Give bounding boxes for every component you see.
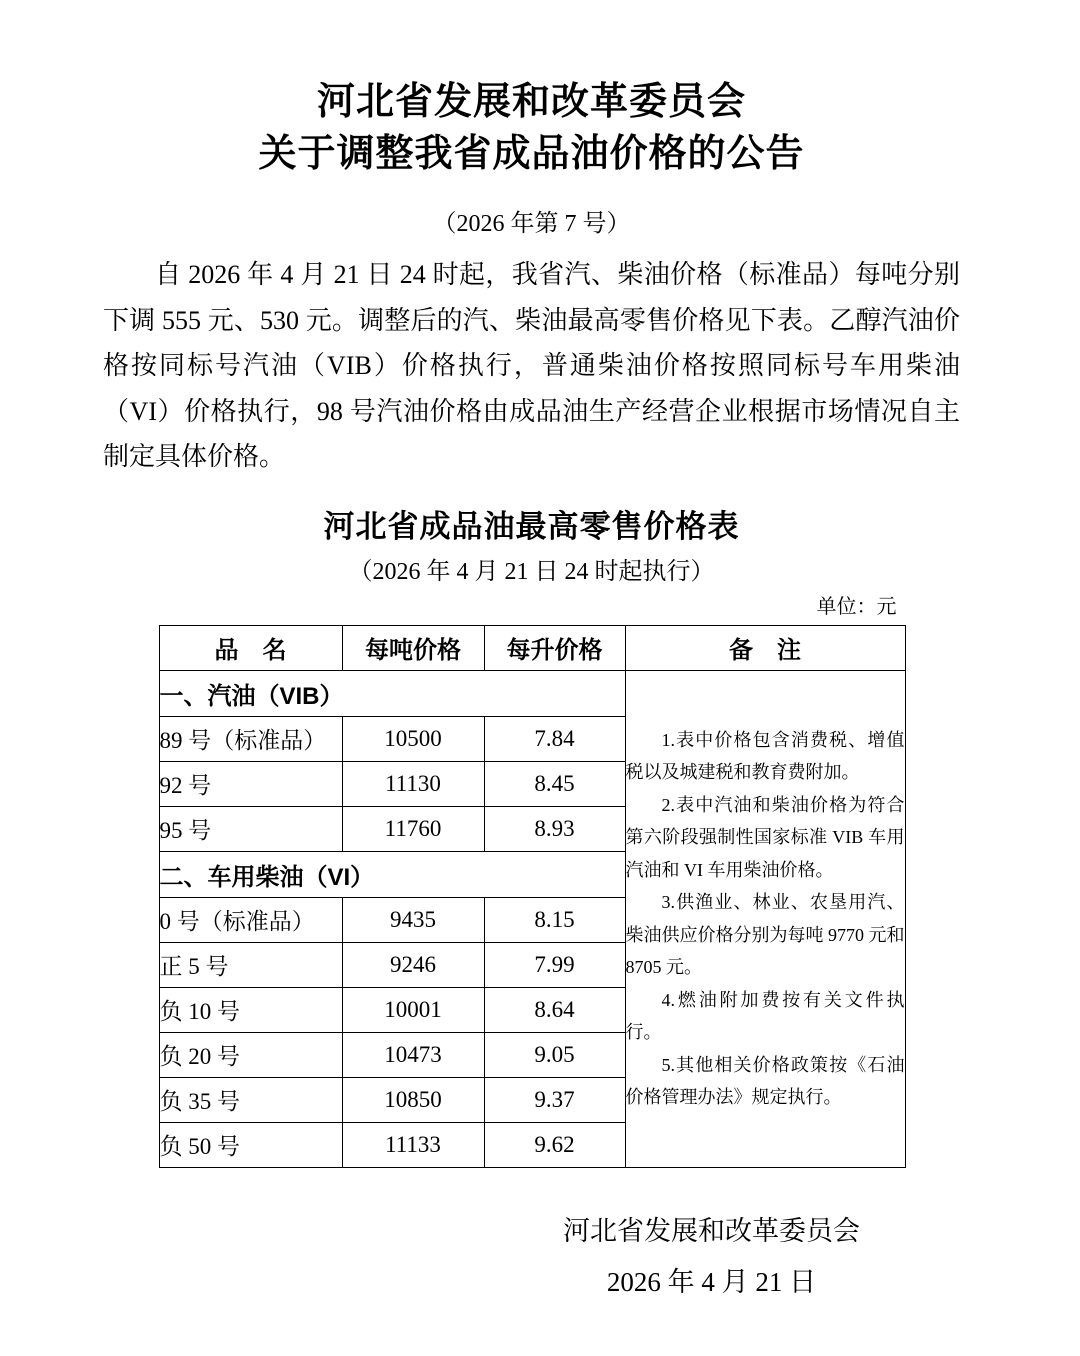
doc-number: （2026 年第 7 号） [432, 211, 631, 237]
price-per-liter-cell: 7.84 [484, 716, 625, 761]
product-name-cell: 负 20 号 [159, 1032, 342, 1077]
price-per-ton-cell: 11133 [342, 1122, 484, 1167]
remarks-list [626, 724, 905, 1114]
price-per-ton-cell: 9246 [342, 942, 484, 987]
body-paragraph: 自 2026 年 4 月 21 日 24 时起，我省汽、柴油价格（标准品）每吨分别下调 555 元、530 元。调整后的汽、柴油最高零售价格见下表。乙醇汽油价格按同标号汽油（VIB）价格执行，普通柴油价格按照同标号车用柴油（VI）价格执行，98 号汽油价格由成品油生产经营企业根据市场情况自主制定具体价格。 [103, 260, 960, 471]
price-per-liter-cell: 8.45 [484, 761, 625, 806]
price-per-liter-cell: 7.99 [484, 942, 625, 987]
col-header-price-per-ton: 每吨价格 [342, 625, 484, 670]
remarks-cell [625, 670, 905, 1167]
unit-label: 单位：元 [816, 595, 897, 618]
signature-date: 2026 年 4 月 21 日 [606, 1266, 817, 1297]
price-table [159, 625, 906, 1168]
price-per-ton-cell: 10850 [342, 1077, 484, 1122]
price-per-liter-cell: 9.05 [484, 1032, 625, 1077]
table-subtitle: （2026 年 4 月 21 日 24 时起执行） [348, 558, 715, 585]
col-header-product-name: 品 名 [159, 625, 342, 670]
section-row-gasoline [159, 670, 905, 716]
product-name-cell: 89 号（标准品） [159, 716, 342, 761]
remark-item-4: 4.燃油附加费按有关文件执行。 [625, 989, 905, 1042]
col-header-remarks: 备 注 [625, 625, 905, 670]
price-per-liter-cell: 9.62 [484, 1122, 625, 1167]
product-name-cell: 负 50 号 [159, 1122, 342, 1167]
col-header-price-per-liter: 每升价格 [484, 625, 625, 670]
remark-item-1: 1.表中价格包含消费税、增值税以及城建税和教育费附加。 [625, 729, 905, 782]
product-name-cell: 92 号 [159, 761, 342, 806]
price-per-liter-cell: 9.37 [484, 1077, 625, 1122]
remark-item-5: 5.其他相关价格政策按《石油价格管理办法》规定执行。 [625, 1054, 905, 1107]
price-per-ton-cell: 9435 [342, 897, 484, 942]
section-label-gasoline: 一、汽油（VIB） [159, 670, 625, 716]
price-per-liter-cell: 8.15 [484, 897, 625, 942]
doc-title-line-1: 河北省发展和改革委员会 [316, 81, 746, 123]
product-name-cell: 95 号 [159, 806, 342, 851]
price-per-ton-cell: 11760 [342, 806, 484, 851]
product-name-cell: 正 5 号 [159, 942, 342, 987]
section-label-diesel: 二、车用柴油（VI） [159, 851, 625, 897]
table-title: 河北省成品油最高零售价格表 [323, 508, 740, 544]
doc-title [103, 76, 960, 180]
price-per-ton-cell: 11130 [342, 761, 484, 806]
price-per-liter-cell: 8.93 [484, 806, 625, 851]
price-per-ton-cell: 10001 [342, 987, 484, 1032]
signature-block [563, 1206, 860, 1308]
table-section [159, 594, 905, 1168]
product-name-cell: 负 10 号 [159, 987, 342, 1032]
signature-name: 河北省发展和改革委员会 [563, 1215, 860, 1246]
remark-item-3: 3.供渔业、林业、农垦用汽、柴油供应价格分别为每吨 9770 元和 8705 元。 [625, 892, 905, 977]
doc-title-line-2: 关于调整我省成品油价格的公告 [258, 133, 805, 175]
price-per-ton-cell: 10500 [342, 716, 484, 761]
product-name-cell: 0 号（标准品） [159, 897, 342, 942]
remark-item-2: 2.表中汽油和柴油价格为符合第六阶段强制性国家标准 VIB 车用汽油和 VI 车用柴油价格。 [625, 794, 905, 880]
price-per-liter-cell: 8.64 [484, 987, 625, 1032]
product-name-cell: 负 35 号 [159, 1077, 342, 1122]
table-header-row [159, 625, 905, 670]
price-per-ton-cell: 10473 [342, 1032, 484, 1077]
